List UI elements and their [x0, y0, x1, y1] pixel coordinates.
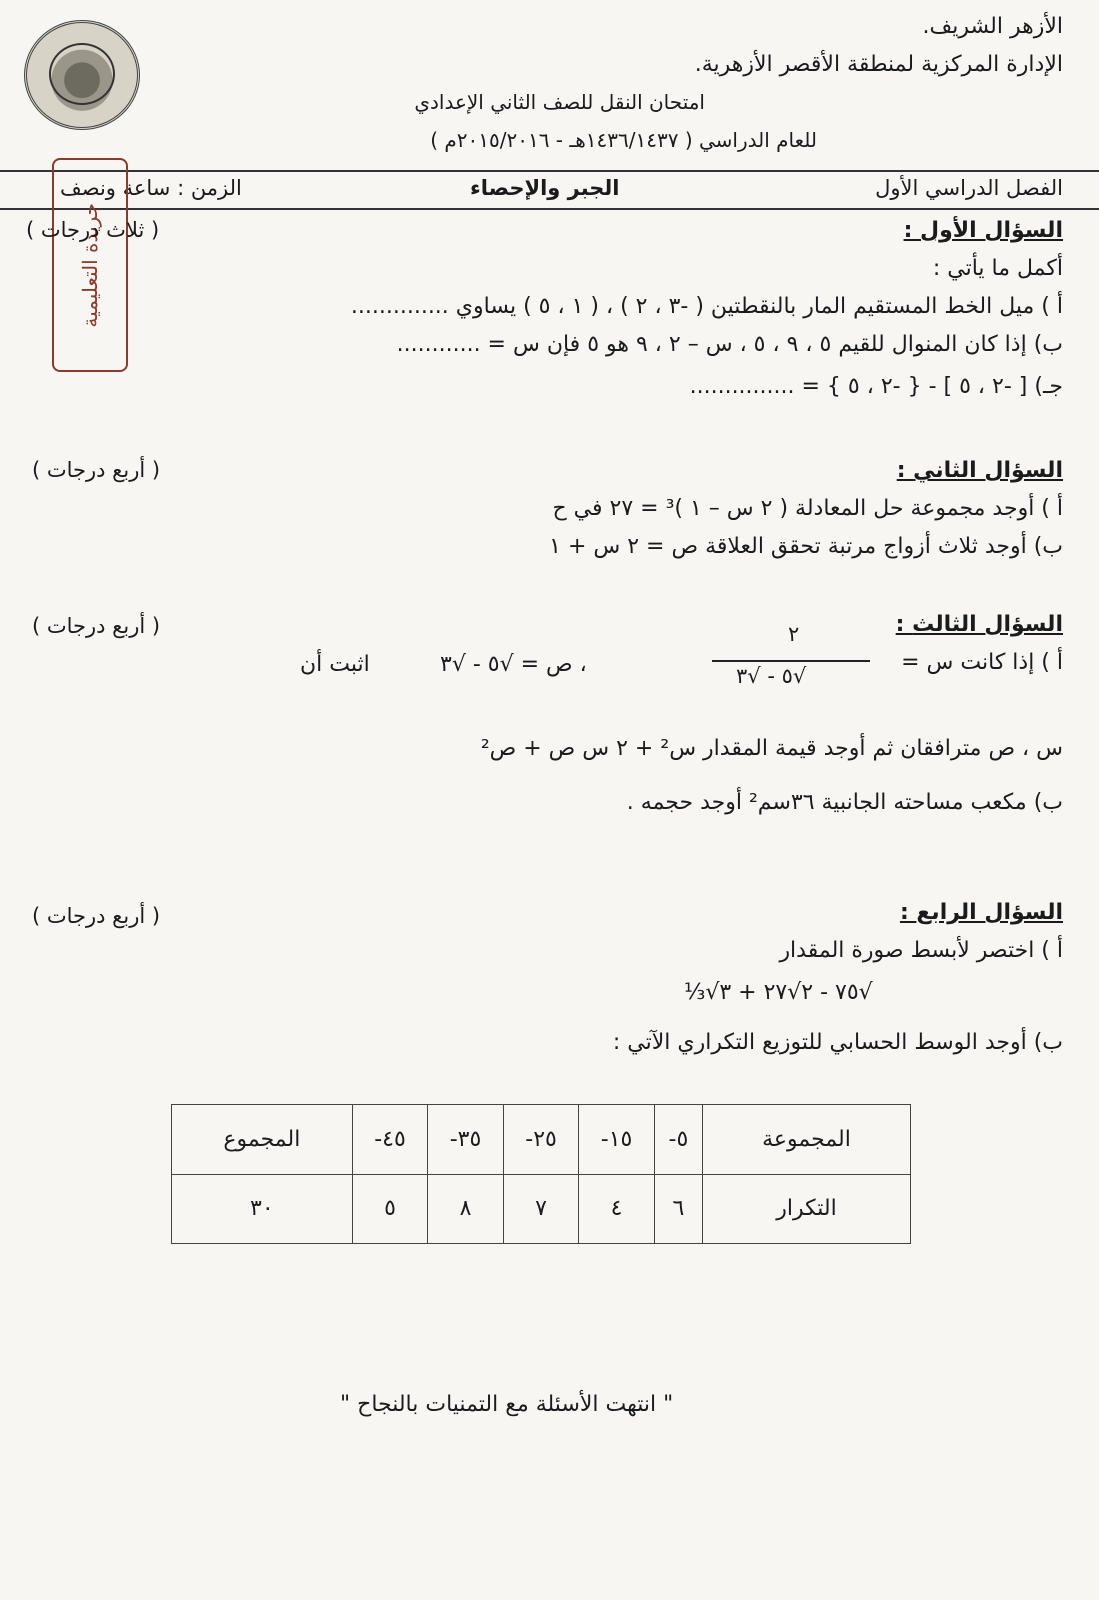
table-cell: ٤٥-: [352, 1105, 428, 1175]
q3-fraction-numerator: ٢: [788, 622, 800, 646]
q1-part-b: ب) إذا كان المنوال للقيم ٥ ، ٩ ، ٥ ، س – ٢ ، ٩ هو ٥ فإن س = ............: [396, 332, 1063, 357]
subject-label: الجبر والإحصاء: [470, 176, 620, 200]
table-cell: ٨: [428, 1174, 504, 1244]
q2-title: السؤال الثاني :: [896, 458, 1063, 483]
table-row-groups: [172, 1105, 911, 1175]
q3-y-value: ، ص = √٥ - √٣: [440, 652, 587, 677]
table-cell: ٦: [654, 1174, 702, 1244]
q4-part-a: أ ) اختصر لأبسط صورة المقدار: [779, 938, 1063, 963]
azhar-seal-logo: [24, 20, 140, 130]
stamp-text: جريدة التعليمية: [78, 202, 102, 328]
exam-title: امتحان النقل للصف الثاني الإعدادي: [414, 90, 705, 114]
q3-part-a-intro: أ ) إذا كانت س =: [901, 650, 1063, 675]
table-cell-label: التكرار: [703, 1174, 911, 1244]
school-stamp: [52, 158, 128, 372]
table-cell: ٣٠: [172, 1174, 353, 1244]
q4-radical-expression: √٧٥ - ٢√٢٧ + ٣√⅓: [684, 980, 873, 1005]
q2-part-a: أ ) أوجد مجموعة حل المعادلة ( ٢ س – ١ )³ = ٢٧ في ح: [552, 496, 1063, 521]
q3-fraction-bar: [712, 660, 870, 662]
table-cell: ٢٥-: [503, 1105, 579, 1175]
q3-title: السؤال الثالث :: [895, 612, 1063, 637]
q3-prove-that: اثبت أن: [300, 652, 370, 677]
header-line2: الإدارة المركزية لمنطقة الأقصر الأزهرية.: [694, 52, 1063, 77]
table-cell: ٥-: [654, 1105, 702, 1175]
q4-title: السؤال الرابع :: [899, 900, 1063, 925]
q1-marks: ( ثلاث درجات ): [26, 218, 160, 242]
table-cell: ٥: [352, 1174, 428, 1244]
q4-marks: ( أربع درجات ): [32, 904, 161, 928]
q1-part-c: جـ) [ -٢ ، ٥ ] - { -٢ ، ٥ } = ...............: [689, 374, 1063, 399]
q3-marks: ( أربع درجات ): [32, 614, 161, 638]
q1-part-a: أ ) ميل الخط المستقيم المار بالنقطتين ( -٣ ، ٢ ) ، ( ١ ، ٥ ) يساوي ..............: [350, 294, 1063, 319]
q2-marks: ( أربع درجات ): [32, 458, 161, 482]
table-cell: ٤: [579, 1174, 655, 1244]
q3-fraction-denominator: √٥ - √٣: [736, 664, 807, 688]
header-line1: الأزهر الشريف.: [922, 14, 1063, 39]
q1-instruction: أكمل ما يأتي :: [932, 256, 1063, 281]
q3-part-a-continued: س ، ص مترافقان ثم أوجد قيمة المقدار س² + ٢ س ص + ص²: [480, 736, 1063, 761]
header-divider-top: [0, 170, 1099, 172]
table-cell: ٧: [503, 1174, 579, 1244]
closing-note: " انتهت الأسئلة مع التمنيات بالنجاح ": [340, 1392, 674, 1417]
table-row-frequencies: [172, 1174, 911, 1244]
header-divider-bottom: [0, 208, 1099, 210]
table-cell: ١٥-: [579, 1105, 655, 1175]
q2-part-b: ب) أوجد ثلاث أزواج مرتبة تحقق العلاقة ص = ٢ س + ١: [549, 534, 1063, 559]
term-label: الفصل الدراسي الأول: [875, 176, 1063, 200]
table-cell: المجموع: [172, 1105, 353, 1175]
academic-year: للعام الدراسي ( ١٤٣٦/١٤٣٧هـ - ٢٠١٥/٢٠١٦م ): [430, 128, 817, 152]
q3-part-b: ب) مكعب مساحته الجانبية ٣٦سم² أوجد حجمه .: [626, 790, 1063, 815]
frequency-table: [171, 1104, 911, 1244]
table-cell-label: المجموعة: [703, 1105, 911, 1175]
table-cell: ٣٥-: [428, 1105, 504, 1175]
q4-part-b: ب) أوجد الوسط الحسابي للتوزيع التكراري الآتي :: [612, 1030, 1063, 1055]
time-label: الزمن : ساعة ونصف: [60, 176, 242, 200]
q1-title: السؤال الأول :: [903, 218, 1063, 243]
